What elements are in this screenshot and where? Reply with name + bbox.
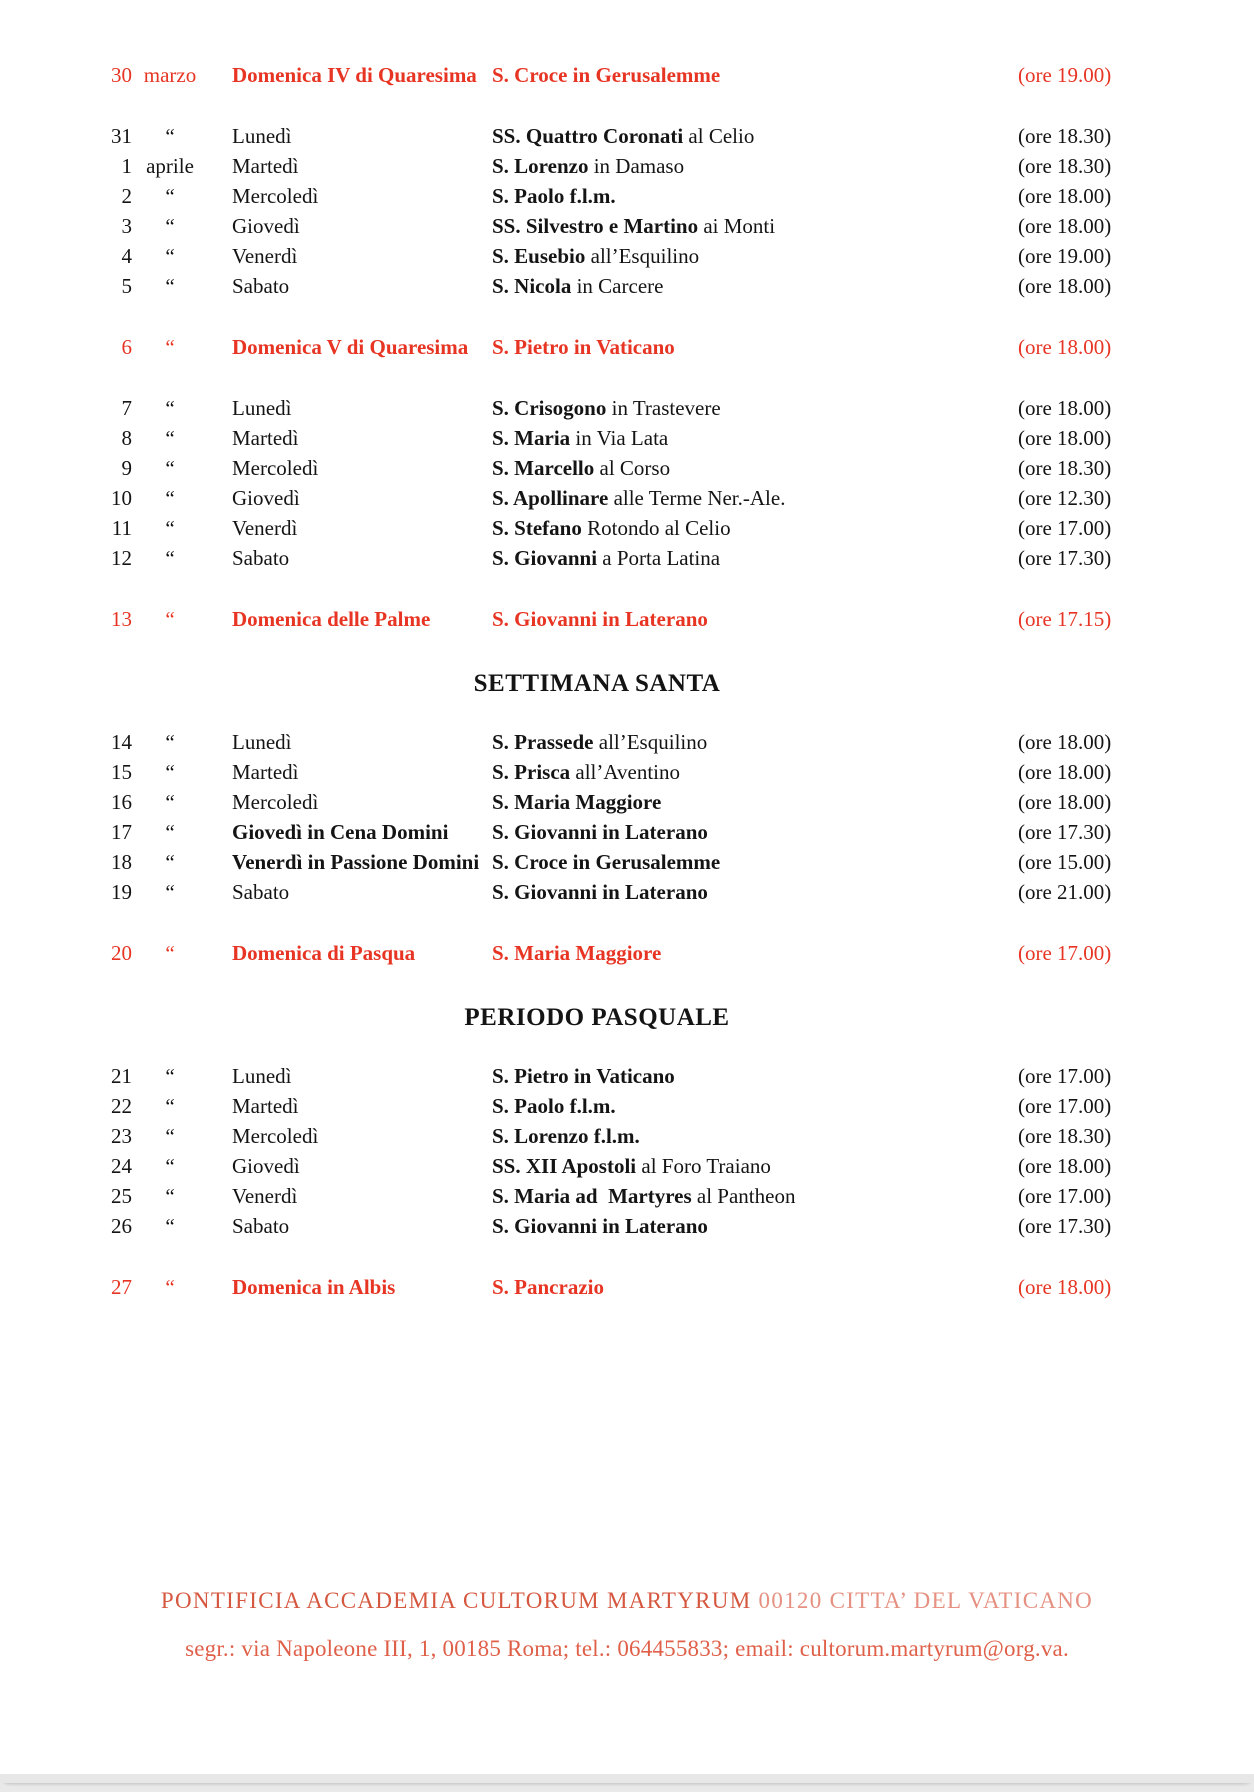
church-name — [492, 938, 1018, 968]
day-number: 24 — [111, 1154, 132, 1178]
month-label: “ — [165, 1214, 175, 1238]
weekday-label: Mercoledì — [232, 1124, 319, 1148]
church-name — [492, 453, 1018, 483]
month-label: “ — [165, 1275, 175, 1299]
day-number: 23 — [111, 1124, 132, 1148]
church-name-main: S. Pancrazio — [492, 1275, 604, 1299]
church-name-location: in Carcere — [571, 274, 664, 298]
church-name — [492, 241, 1018, 271]
month-label: marzo — [143, 63, 197, 87]
weekday-label: Mercoledì — [232, 456, 319, 480]
weekday-label: Sabato — [232, 1214, 290, 1238]
church-name-main: S. Maria ad Martyres — [492, 1184, 692, 1208]
time-label: (ore 19.00) — [1018, 63, 1112, 87]
day-number: 20 — [111, 941, 132, 965]
church-name-location: al Celio — [683, 124, 755, 148]
day-number: 10 — [111, 486, 132, 510]
calendar-row — [100, 1061, 1254, 1091]
church-name-main: SS. Silvestro e Martino — [492, 214, 699, 238]
time-label: (ore 17.30) — [1018, 546, 1112, 570]
column-spacer — [208, 453, 232, 483]
church-name-main: S. Eusebio — [492, 244, 586, 268]
church-name — [492, 513, 1018, 543]
time-label: (ore 18.00) — [1018, 274, 1112, 298]
church-name-location: alle Terme Ner.-Ale. — [608, 486, 786, 510]
weekday-label: Giovedì — [232, 1154, 300, 1178]
weekday-label: Giovedì — [232, 214, 300, 238]
church-name-location: Rotondo al Celio — [581, 516, 731, 540]
column-spacer — [208, 60, 232, 90]
calendar-row — [100, 1091, 1254, 1121]
column-spacer — [208, 1211, 232, 1241]
column-spacer — [208, 423, 232, 453]
church-name-location: all’Esquilino — [585, 244, 700, 268]
weekday-label: Venerdì — [232, 1184, 298, 1208]
month-label: “ — [165, 820, 175, 844]
column-spacer — [208, 1151, 232, 1181]
column-spacer — [208, 211, 232, 241]
calendar-row — [100, 1272, 1254, 1302]
day-number: 26 — [111, 1214, 132, 1238]
church-name-main: S. Marcello — [492, 456, 595, 480]
church-name-main: S. Paolo f.l.m. — [492, 1094, 616, 1118]
church-name — [492, 1211, 1018, 1241]
church-name-location: all’Esquilino — [593, 730, 708, 754]
calendar-row — [100, 211, 1254, 241]
column-spacer — [208, 151, 232, 181]
section-header: SETTIMANA SANTA — [473, 670, 721, 697]
weekday-label: Mercoledì — [232, 790, 319, 814]
page-footer — [0, 1586, 1254, 1664]
church-name — [492, 1061, 1018, 1091]
weekday-label: Sabato — [232, 880, 290, 904]
calendar-row — [100, 787, 1254, 817]
column-spacer — [208, 1272, 232, 1302]
day-number: 6 — [121, 335, 132, 359]
church-name-main: S. Maria Maggiore — [492, 790, 662, 814]
time-label: (ore 18.00) — [1018, 214, 1112, 238]
day-number: 22 — [111, 1094, 132, 1118]
church-name-main: S. Prisca — [492, 760, 571, 784]
time-label: (ore 18.00) — [1018, 790, 1112, 814]
calendar-row — [100, 543, 1254, 573]
month-label: “ — [165, 274, 175, 298]
weekday-label: Domenica IV di Quaresima — [232, 63, 477, 87]
time-label: (ore 17.00) — [1018, 1184, 1112, 1208]
month-label: “ — [165, 941, 175, 965]
month-label: aprile — [146, 154, 194, 178]
calendar-row — [100, 332, 1254, 362]
weekday-label: Lunedì — [232, 124, 292, 148]
church-name-location: in Trastevere — [606, 396, 721, 420]
church-name-main: S. Pietro in Vaticano — [492, 335, 675, 359]
time-label: (ore 18.00) — [1018, 184, 1112, 208]
time-label: (ore 18.00) — [1018, 426, 1112, 450]
day-number: 19 — [111, 880, 132, 904]
weekday-label: Venerdì — [232, 516, 298, 540]
month-label: “ — [165, 1064, 175, 1088]
time-label: (ore 18.00) — [1018, 1275, 1112, 1299]
day-number: 4 — [121, 244, 132, 268]
section-header: PERIODO PASQUALE — [464, 1004, 730, 1031]
church-name — [492, 423, 1018, 453]
time-label: (ore 17.15) — [1018, 607, 1112, 631]
day-number: 1 — [121, 154, 132, 178]
calendar-row — [100, 241, 1254, 271]
time-label: (ore 18.30) — [1018, 456, 1112, 480]
weekday-label: Domenica delle Palme — [232, 607, 431, 631]
church-name-location: al Corso — [594, 456, 671, 480]
calendar-row — [100, 757, 1254, 787]
calendar-row — [100, 513, 1254, 543]
month-label: “ — [165, 486, 175, 510]
time-label: (ore 18.00) — [1018, 730, 1112, 754]
church-name-main: S. Nicola — [492, 274, 572, 298]
day-number: 11 — [111, 516, 132, 540]
calendar-row — [100, 121, 1254, 151]
day-number: 21 — [111, 1064, 132, 1088]
church-name — [492, 151, 1018, 181]
weekday-label: Lunedì — [232, 396, 292, 420]
church-name-location: a Porta Latina — [597, 546, 721, 570]
weekday-label: Lunedì — [232, 730, 292, 754]
calendar-row — [100, 60, 1254, 90]
calendar-row — [100, 423, 1254, 453]
church-name-main: S. Giovanni in Laterano — [492, 880, 708, 904]
church-name-main: SS. Quattro Coronati — [492, 124, 684, 148]
column-spacer — [208, 241, 232, 271]
month-label: “ — [165, 214, 175, 238]
day-number: 31 — [111, 124, 132, 148]
page-bottom-strip — [0, 1774, 1254, 1783]
month-label: “ — [165, 244, 175, 268]
month-label: “ — [165, 546, 175, 570]
calendar-row — [100, 938, 1254, 968]
calendar-row — [100, 1181, 1254, 1211]
time-label: (ore 18.30) — [1018, 1124, 1112, 1148]
calendar-row — [100, 1121, 1254, 1151]
church-name-location: ai Monti — [698, 214, 776, 238]
weekday-label: Giovedì — [232, 486, 300, 510]
month-label: “ — [165, 516, 175, 540]
footer-academy-name: PONTIFICIA ACCADEMIA CULTORUM MARTYRUM — [160, 1588, 752, 1613]
column-spacer — [208, 727, 232, 757]
church-name — [492, 1272, 1018, 1302]
month-label: “ — [165, 1154, 175, 1178]
church-name — [492, 211, 1018, 241]
calendar-row — [100, 483, 1254, 513]
weekday-label: Martedì — [232, 426, 299, 450]
church-name — [492, 121, 1018, 151]
calendar-row — [100, 817, 1254, 847]
time-label: (ore 17.00) — [1018, 941, 1112, 965]
month-label: “ — [165, 1124, 175, 1148]
church-name — [492, 817, 1018, 847]
column-spacer — [208, 393, 232, 423]
column-spacer — [208, 271, 232, 301]
church-name-main: S. Lorenzo f.l.m. — [492, 1124, 640, 1148]
calendar-row — [100, 847, 1254, 877]
month-label: “ — [165, 335, 175, 359]
day-number: 13 — [111, 607, 132, 631]
church-name — [492, 393, 1018, 423]
footer-academy-line — [0, 1586, 1254, 1616]
month-label: “ — [165, 880, 175, 904]
calendar-row — [100, 453, 1254, 483]
month-label: “ — [165, 124, 175, 148]
church-name — [492, 757, 1018, 787]
church-name — [492, 543, 1018, 573]
church-name — [492, 877, 1018, 907]
column-spacer — [208, 332, 232, 362]
church-name — [492, 483, 1018, 513]
time-label: (ore 18.00) — [1018, 335, 1112, 359]
calendar-row — [100, 1151, 1254, 1181]
column-spacer — [208, 483, 232, 513]
calendar-row — [100, 1211, 1254, 1241]
day-number: 9 — [121, 456, 132, 480]
footer-academy-city: 00120 CITTA’ DEL VATICANO — [758, 1588, 1094, 1613]
church-name-main: S. Lorenzo — [492, 154, 589, 178]
day-number: 30 — [111, 63, 132, 87]
weekday-label: Domenica di Pasqua — [232, 941, 416, 965]
month-label: “ — [165, 456, 175, 480]
time-label: (ore 17.30) — [1018, 820, 1112, 844]
church-name — [492, 1181, 1018, 1211]
church-name-location: al Pantheon — [691, 1184, 796, 1208]
church-name-main: S. Apollinare — [492, 486, 609, 510]
time-label: (ore 18.00) — [1018, 1154, 1112, 1178]
day-number: 5 — [121, 274, 132, 298]
calendar-row — [100, 727, 1254, 757]
month-label: “ — [165, 790, 175, 814]
church-name-main: S. Prassede — [492, 730, 594, 754]
weekday-label: Lunedì — [232, 1064, 292, 1088]
time-label: (ore 18.30) — [1018, 124, 1112, 148]
column-spacer — [208, 1091, 232, 1121]
month-label: “ — [165, 850, 175, 874]
day-number: 18 — [111, 850, 132, 874]
time-label: (ore 18.30) — [1018, 154, 1112, 178]
day-number: 15 — [111, 760, 132, 784]
column-spacer — [208, 121, 232, 151]
church-name-main: S. Paolo f.l.m. — [492, 184, 616, 208]
column-spacer — [208, 604, 232, 634]
month-label: “ — [165, 1094, 175, 1118]
church-name-main: S. Maria — [492, 426, 571, 450]
church-name-main: S. Giovanni in Laterano — [492, 1214, 708, 1238]
time-label: (ore 12.30) — [1018, 486, 1112, 510]
day-number: 17 — [111, 820, 132, 844]
church-name — [492, 604, 1018, 634]
time-label: (ore 17.30) — [1018, 1214, 1112, 1238]
church-name-main: S. Giovanni — [492, 546, 598, 570]
church-name — [492, 1121, 1018, 1151]
church-name — [492, 332, 1018, 362]
weekday-label: Venerdì in Passione Domini — [232, 850, 480, 874]
church-name-location: all’Aventino — [570, 760, 680, 784]
time-label: (ore 17.00) — [1018, 1064, 1112, 1088]
weekday-label: Martedì — [232, 154, 299, 178]
day-number: 14 — [111, 730, 132, 754]
calendar-row — [100, 393, 1254, 423]
time-label: (ore 19.00) — [1018, 244, 1112, 268]
calendar-row — [100, 181, 1254, 211]
month-label: “ — [165, 396, 175, 420]
day-number: 3 — [121, 214, 132, 238]
weekday-label: Sabato — [232, 274, 290, 298]
calendar-row — [100, 271, 1254, 301]
church-name-main: S. Maria Maggiore — [492, 941, 662, 965]
weekday-label: Martedì — [232, 1094, 299, 1118]
church-name-main: S. Stefano — [492, 516, 582, 540]
church-name-location: in Via Lata — [570, 426, 669, 450]
weekday-label: Giovedì in Cena Domini — [232, 820, 449, 844]
church-name-main: SS. XII Apostoli — [492, 1154, 637, 1178]
calendar-row — [100, 151, 1254, 181]
column-spacer — [208, 513, 232, 543]
column-spacer — [208, 543, 232, 573]
time-label: (ore 17.00) — [1018, 1094, 1112, 1118]
day-number: 16 — [111, 790, 132, 814]
column-spacer — [208, 817, 232, 847]
liturgical-calendar — [0, 60, 1254, 1302]
church-name-main: S. Giovanni in Laterano — [492, 820, 708, 844]
weekday-label: Sabato — [232, 546, 290, 570]
church-name — [492, 787, 1018, 817]
time-label: (ore 21.00) — [1018, 880, 1112, 904]
month-label: “ — [165, 426, 175, 450]
church-name — [492, 271, 1018, 301]
day-number: 27 — [111, 1275, 132, 1299]
church-name — [492, 1091, 1018, 1121]
column-spacer — [208, 1121, 232, 1151]
column-spacer — [208, 757, 232, 787]
column-spacer — [208, 181, 232, 211]
column-spacer — [208, 1061, 232, 1091]
day-number: 12 — [111, 546, 132, 570]
column-spacer — [208, 938, 232, 968]
church-name-location: in Damaso — [588, 154, 685, 178]
time-label: (ore 18.00) — [1018, 760, 1112, 784]
column-spacer — [208, 877, 232, 907]
month-label: “ — [165, 1184, 175, 1208]
church-name — [492, 727, 1018, 757]
month-label: “ — [165, 607, 175, 631]
weekday-label: Mercoledì — [232, 184, 319, 208]
weekday-label: Venerdì — [232, 244, 298, 268]
calendar-row — [100, 604, 1254, 634]
column-spacer — [208, 787, 232, 817]
church-name-main: S. Croce in Gerusalemme — [492, 63, 721, 87]
weekday-label: Martedì — [232, 760, 299, 784]
church-name-main: S. Pietro in Vaticano — [492, 1064, 675, 1088]
day-number: 25 — [111, 1184, 132, 1208]
church-name — [492, 847, 1018, 877]
month-label: “ — [165, 760, 175, 784]
month-label: “ — [165, 730, 175, 754]
weekday-label: Domenica in Albis — [232, 1275, 396, 1299]
church-name-main: S. Croce in Gerusalemme — [492, 850, 721, 874]
column-spacer — [208, 1181, 232, 1211]
day-number: 8 — [121, 426, 132, 450]
footer-contact-line: segr.: via Napoleone III, 1, 00185 Roma; tel.: 064455833; email: cultorum.martyrum@org.va. — [185, 1636, 1069, 1661]
church-name — [492, 1151, 1018, 1181]
church-name — [492, 181, 1018, 211]
time-label: (ore 15.00) — [1018, 850, 1112, 874]
calendar-row — [100, 877, 1254, 907]
church-name-main: S. Crisogono — [492, 396, 607, 420]
church-name-location: al Foro Traiano — [636, 1154, 771, 1178]
weekday-label: Domenica V di Quaresima — [232, 335, 469, 359]
column-spacer — [208, 847, 232, 877]
day-number: 2 — [121, 184, 132, 208]
time-label: (ore 18.00) — [1018, 396, 1112, 420]
church-name — [492, 60, 1018, 90]
month-label: “ — [165, 184, 175, 208]
church-name-main: S. Giovanni in Laterano — [492, 607, 708, 631]
time-label: (ore 17.00) — [1018, 516, 1112, 540]
day-number: 7 — [121, 396, 132, 420]
